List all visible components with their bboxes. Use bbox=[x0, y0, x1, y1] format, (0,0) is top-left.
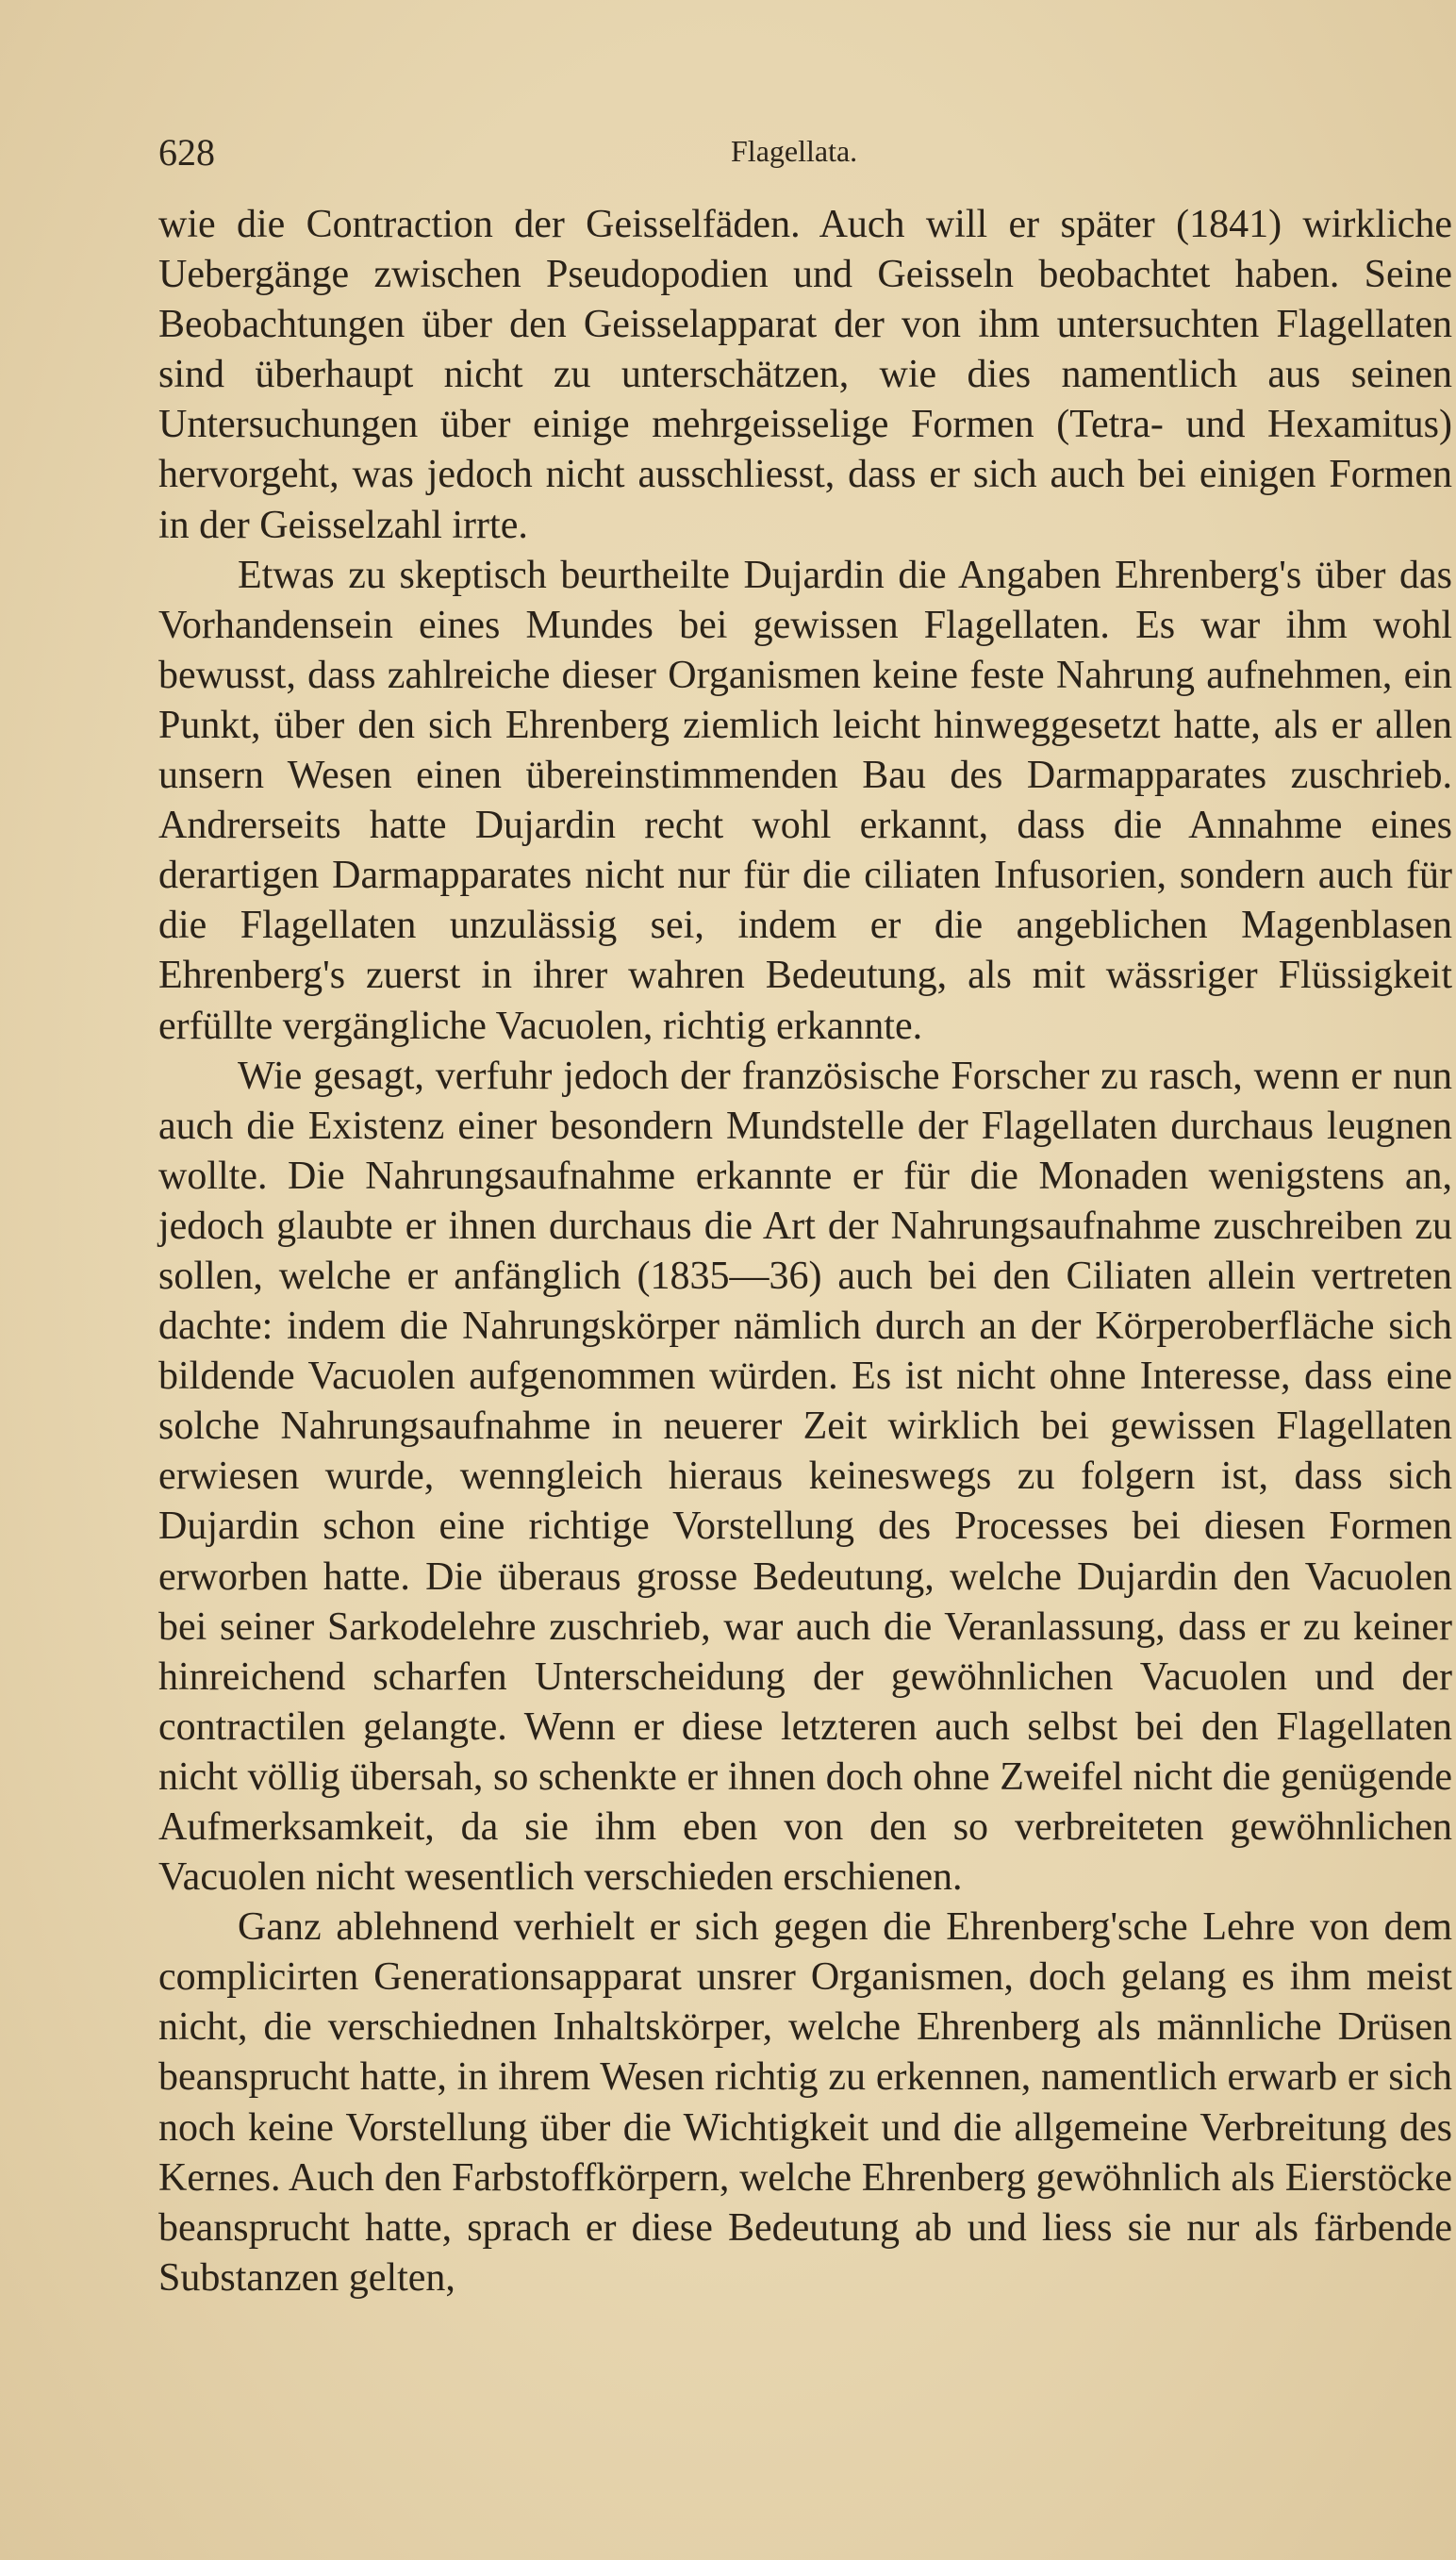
paragraph: Etwas zu skeptisch beurtheilte Dujardin die Angaben Ehrenberg's über das Vorhandensein eines Mundes bei gewissen Flagellaten. Es war ihm wohl bewusst, dass zahlreiche dieser Organismen keine feste Nahrung aufnehmen, ein Punkt, über den sich Ehrenberg ziemlich leicht hinweggesetzt hatte, als er allen unsern Wesen einen übereinstimmenden Bau des Darmapparates zuschrieb. Andrerseits hatte Dujardin recht wohl erkannt, dass die Annahme eines derartigen Darmapparates nicht nur für die ciliaten Infusorien, sondern auch für die Flagellaten unzulässig sei, indem er die angeblichen Magenblasen Ehrenberg's zuerst in ihrer wahren Bedeutung, als mit wässriger Flüssigkeit erfüllte vergängliche Vacuolen, richtig erkannte. bbox=[158, 553, 1452, 1048]
page-header bbox=[158, 130, 1452, 177]
body-text bbox=[158, 200, 1452, 2303]
paragraph: Wie gesagt, verfuhr jedoch der französische Forscher zu rasch, wenn er nun auch die Existenz einer besondern Mundstelle der Flagellaten durchaus leugnen wollte. Die Nahrungsaufnahme erkannte er für die Monaden wenigstens an, jedoch glaubte er ihnen durchaus die Art der Nahrungsaufnahme zuschreiben zu sollen, welche er anfänglich (1835—36) auch bei den Ciliaten allein vertreten dachte: indem die Nahrungskörper nämlich durch an der Körperoberfläche sich bildende Vacuolen aufgenommen würden. Es ist nicht ohne Interesse, dass eine solche Nahrungsaufnahme in neuerer Zeit wirklich bei gewissen Flagellaten erwiesen wurde, wenngleich hieraus keineswegs zu folgern ist, dass sich Dujardin schon eine richtige Vorstellung des Processes bei diesen Formen erworben hatte. Die überaus grosse Bedeutung, welche Dujardin den Vacuolen bei seiner Sarkodelehre zuschrieb, war auch die Veranlassung, dass er zu keiner hinreichend scharfen Unterscheidung der gewöhnlichen Vacuolen und der contractilen gelangte. Wenn er diese letzteren auch selbst bei den Flagellaten nicht völlig übersah, so schenkte er ihnen doch ohne Zweifel nicht die genügende Aufmerksamkeit, da sie ihm eben von den so verbreiteten gewöhnlichen Vacuolen nicht wesentlich verschieden erschienen. bbox=[158, 1054, 1452, 1900]
paragraph: wie die Contraction der Geisselfäden. Auch will er später (1841) wirkliche Uebergänge zwischen Pseudopodien und Geisseln beobachtet haben. Seine Beobachtungen über den Geisselapparat der von ihm untersuchten Flagellaten sind überhaupt nicht zu unterschätzen, wie dies namentlich aus seinen Untersuchungen über einige mehrgeisselige Formen (Tetra- und Hexamitus) hervorgeht, was jedoch nicht ausschliesst, dass er sich auch bei einigen Formen in der Geisselzahl irrte. bbox=[158, 203, 1452, 547]
page-number: 628 bbox=[158, 131, 215, 174]
running-head: Flagellata. bbox=[731, 134, 858, 168]
paragraph: Ganz ablehnend verhielt er sich gegen die Ehrenberg'sche Lehre von dem complicirten Generationsapparat unsrer Organismen, doch gelang es ihm meist nicht, die verschiednen Inhaltskörper, welche Ehrenberg als männliche Drüsen beansprucht hatte, in ihrem Wesen richtig zu erkennen, namentlich erwarb er sich noch keine Vorstellung über die Wichtigkeit und die allgemeine Verbreitung des Kernes. Auch den Farbstoffkörpern, welche Ehrenberg gewöhnlich als Eierstöcke beansprucht hatte, sprach er diese Bedeutung ab und liess sie nur als färbende Substanzen gelten, bbox=[158, 1905, 1452, 2300]
